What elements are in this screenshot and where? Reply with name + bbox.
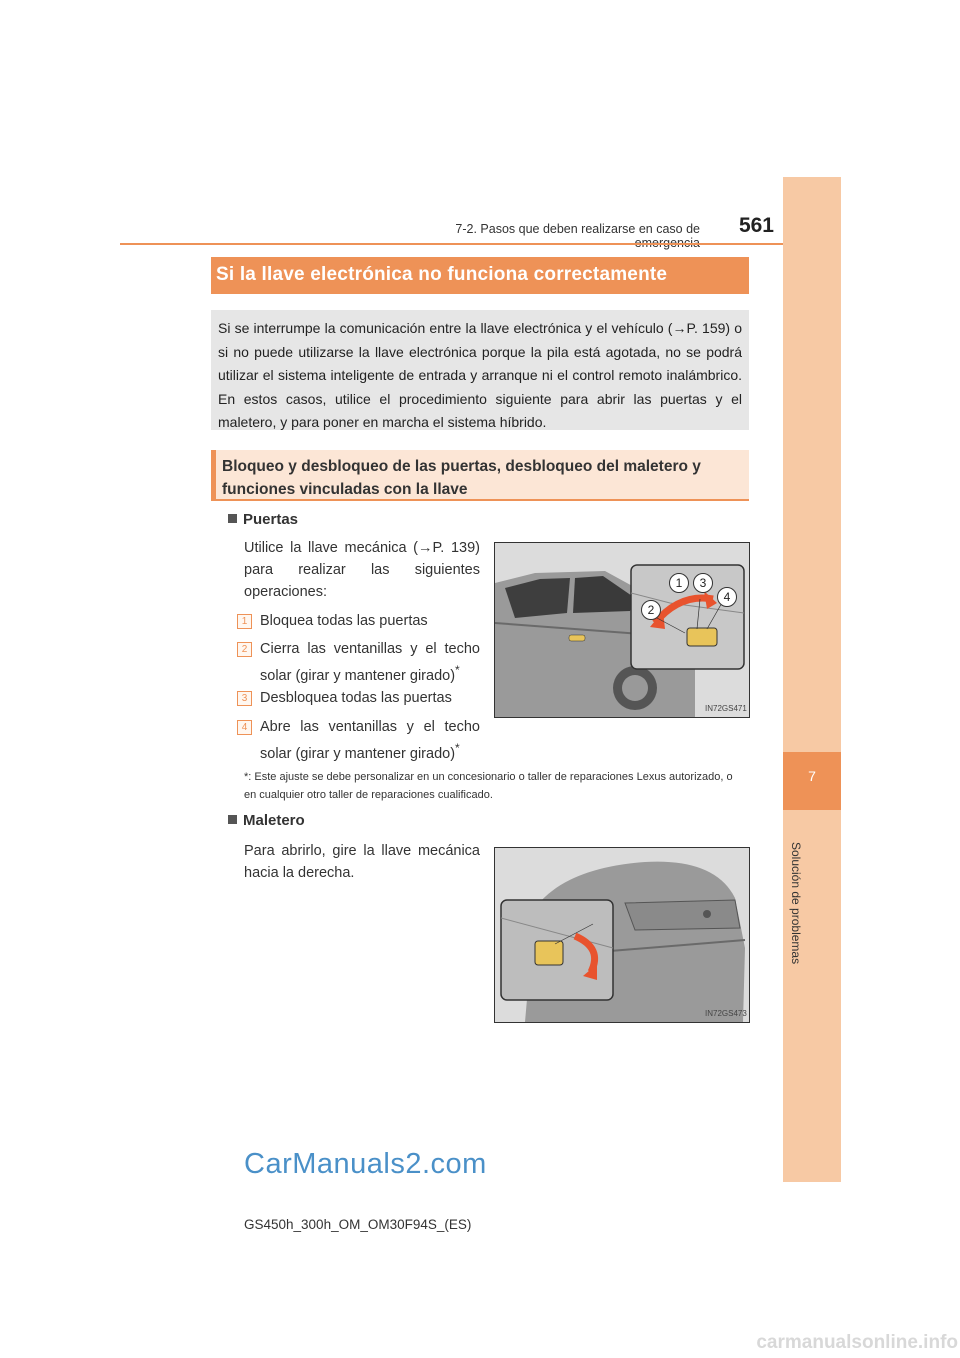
footnote-marker: *	[455, 663, 460, 677]
trunk-title: Maletero	[243, 812, 305, 829]
square-bullet-icon	[228, 815, 237, 824]
callout-3: 3	[693, 573, 713, 593]
item-number-badge: 2	[237, 642, 252, 657]
item-text	[260, 688, 480, 709]
footnote-marker: *	[455, 741, 460, 755]
footnote-marker: *:	[244, 771, 252, 783]
chapter-side-strip	[783, 177, 841, 1182]
item-text	[260, 717, 480, 765]
trunk-text: Para abrirlo, gire la llave mecánica hacia la derecha.	[244, 843, 480, 881]
door-lock-figure	[494, 542, 750, 718]
doors-heading	[228, 511, 298, 528]
item-label: Bloquea todas las puertas	[260, 613, 428, 629]
item-label: Abre las ventanillas y el techo solar (girar y mantener girado)	[260, 719, 480, 762]
header-rule	[120, 243, 783, 245]
item-label: Cierra las ventanillas y el techo solar (girar y mantener girado)	[260, 641, 480, 684]
square-bullet-icon	[228, 514, 237, 523]
footnote-text: Este ajuste se debe personalizar en un concesionario o taller de reparaciones Lexus autorizado, o en cualquier otro taller de reparaciones cualificado.	[244, 771, 733, 801]
item-number-badge: 3	[237, 691, 252, 706]
subheading: Bloqueo y desbloqueo de las puertas, desbloqueo del maletero y funciones vinculadas con la llave	[222, 458, 701, 498]
figure-code: IN72GS473	[705, 1009, 747, 1018]
item-label: Desbloquea todas las puertas	[260, 690, 452, 706]
section-header: 7-2. Pasos que deben realizarse en caso de	[455, 222, 700, 236]
item-number-badge: 4	[237, 720, 252, 735]
trunk-heading	[228, 812, 305, 829]
document-code: GS450h_300h_OM_OM30F94S_(ES)	[244, 1217, 472, 1232]
item-number-badge: 1	[237, 614, 252, 629]
trunk-illustration	[495, 848, 749, 1022]
callout-2: 2	[641, 600, 661, 620]
subheading-accent	[211, 450, 216, 500]
trunk-figure	[494, 847, 750, 1023]
site-watermark[interactable]: carmanualsonline.info	[756, 1332, 958, 1353]
item-text	[260, 639, 480, 687]
callout-1: 1	[669, 573, 689, 593]
page-title: Si la llave electrónica no funciona correctamente	[216, 264, 668, 285]
footnote	[244, 768, 744, 804]
callout-4: 4	[717, 587, 737, 607]
doors-text: Utilice la llave mecánica (→P. 139) para realizar las siguientes operaciones:	[244, 540, 480, 600]
page-number: 561	[738, 214, 774, 237]
figure-code: IN72GS471	[705, 704, 747, 713]
chapter-number: 7	[808, 768, 816, 784]
door-illustration	[495, 543, 749, 717]
watermark-link[interactable]: CarManuals2.com	[244, 1148, 487, 1180]
item-text	[260, 611, 480, 632]
doors-title: Puertas	[243, 511, 299, 528]
intro-text: Si se interrumpe la comunicación entre la llave electrónica y el vehículo (→P. 159) o si no puede utilizarse la llave electrónica porque la pila está agotada, no se podrá utilizar el sistema inteligente de entrada y arranque ni el control remoto inalámbrico. En estos casos, utilice el procedimiento siguiente para abrir las puertas y el maletero, y para poner en marcha el sistema híbrido.	[218, 320, 742, 430]
chapter-title: Solución de problemas	[789, 842, 803, 965]
